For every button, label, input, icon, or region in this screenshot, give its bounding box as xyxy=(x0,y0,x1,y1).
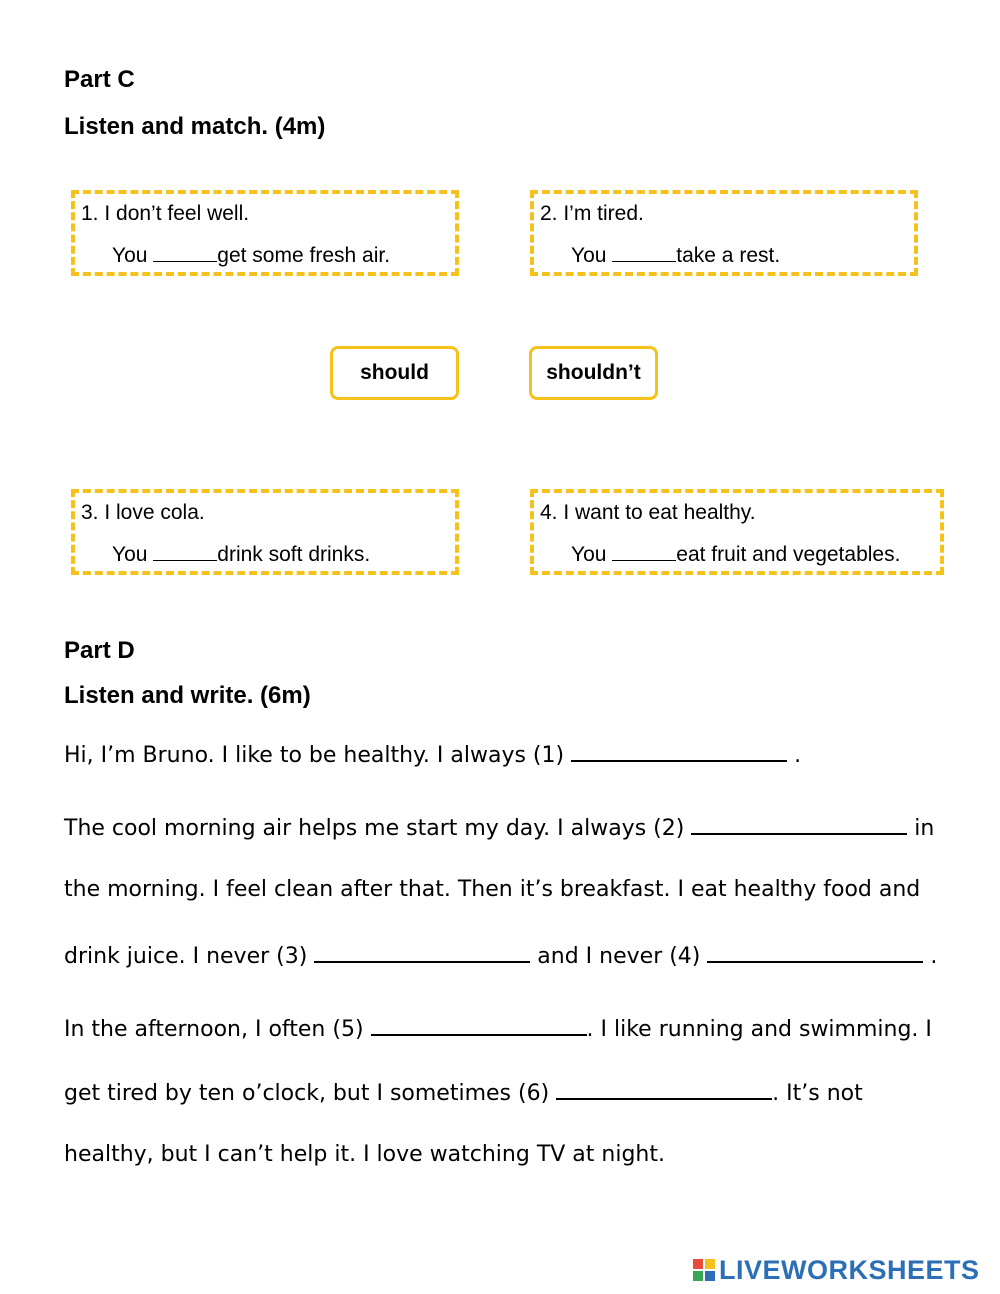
write-blank-4[interactable] xyxy=(707,941,923,963)
part-c-instruction: Listen and match. (4m) xyxy=(64,113,326,140)
write-blank-6[interactable] xyxy=(556,1078,772,1100)
write-blank-3[interactable] xyxy=(314,941,530,963)
write-blank-1[interactable] xyxy=(571,740,787,762)
match-item-sentence xyxy=(112,542,370,567)
passage-text: get tired by ten o’clock, but I sometimes (6) xyxy=(64,1081,557,1106)
match-item-prompt: 1. I don’t feel well. xyxy=(81,202,250,225)
sentence-end: get some fresh air. xyxy=(217,244,391,267)
match-item-3 xyxy=(71,489,459,575)
match-item-prompt: 4. I want to eat healthy. xyxy=(540,501,756,524)
option-should[interactable]: should xyxy=(330,346,459,400)
passage-text: . It’s not xyxy=(772,1081,863,1106)
liveworksheets-logo xyxy=(693,1253,980,1287)
sentence-end: drink soft drinks. xyxy=(217,543,371,566)
passage-line-6 xyxy=(64,1078,863,1106)
match-item-prompt: 2. I’m tired. xyxy=(540,202,644,225)
passage-text: and I never (4) xyxy=(530,944,708,969)
passage-text: . xyxy=(787,743,802,768)
passage-text: The cool morning air helps me start my day. I always (2) xyxy=(64,816,692,841)
part-c-title: Part C xyxy=(64,66,135,93)
answer-blank[interactable] xyxy=(612,542,676,561)
sentence-start: You xyxy=(571,543,613,566)
answer-blank[interactable] xyxy=(612,243,676,262)
part-d-title: Part D xyxy=(64,637,135,664)
passage-line-4 xyxy=(64,941,937,969)
passage-line-1 xyxy=(64,740,801,768)
passage-text: . xyxy=(923,944,938,969)
write-blank-5[interactable] xyxy=(371,1014,587,1036)
match-item-2 xyxy=(530,190,918,276)
match-item-sentence xyxy=(571,542,900,567)
sentence-start: You xyxy=(112,244,154,267)
answer-blank[interactable] xyxy=(153,243,217,262)
passage-text: drink juice. I never (3) xyxy=(64,944,315,969)
option-shouldnt[interactable]: shouldn’t xyxy=(529,346,658,400)
sentence-start: You xyxy=(571,244,613,267)
match-item-4 xyxy=(530,489,944,575)
write-blank-2[interactable] xyxy=(691,813,907,835)
sentence-end: take a rest. xyxy=(676,244,781,267)
passage-line-2 xyxy=(64,813,934,841)
answer-blank[interactable] xyxy=(153,542,217,561)
passage-line-5 xyxy=(64,1014,932,1042)
match-item-sentence xyxy=(112,243,390,268)
passage-line-7 xyxy=(64,1142,665,1167)
passage-text: Hi, I’m Bruno. I like to be healthy. I always (1) xyxy=(64,743,572,768)
passage-text: in xyxy=(907,816,935,841)
match-item-prompt: 3. I love cola. xyxy=(81,501,205,524)
logo-text: LIVEWORKSHEETS xyxy=(719,1254,980,1285)
sentence-start: You xyxy=(112,543,154,566)
passage-text: the morning. I feel clean after that. Then it’s breakfast. I eat healthy food and xyxy=(64,877,921,902)
passage-line-3 xyxy=(64,877,920,902)
logo-blocks-icon xyxy=(693,1259,715,1281)
match-item-1 xyxy=(71,190,459,276)
passage-text: . I like running and swimming. I xyxy=(586,1017,932,1042)
part-d-instruction: Listen and write. (6m) xyxy=(64,682,311,709)
passage-text: healthy, but I can’t help it. I love watching TV at night. xyxy=(64,1142,665,1167)
match-item-sentence xyxy=(571,243,780,268)
sentence-end: eat fruit and vegetables. xyxy=(676,543,901,566)
passage-text: In the afternoon, I often (5) xyxy=(64,1017,371,1042)
